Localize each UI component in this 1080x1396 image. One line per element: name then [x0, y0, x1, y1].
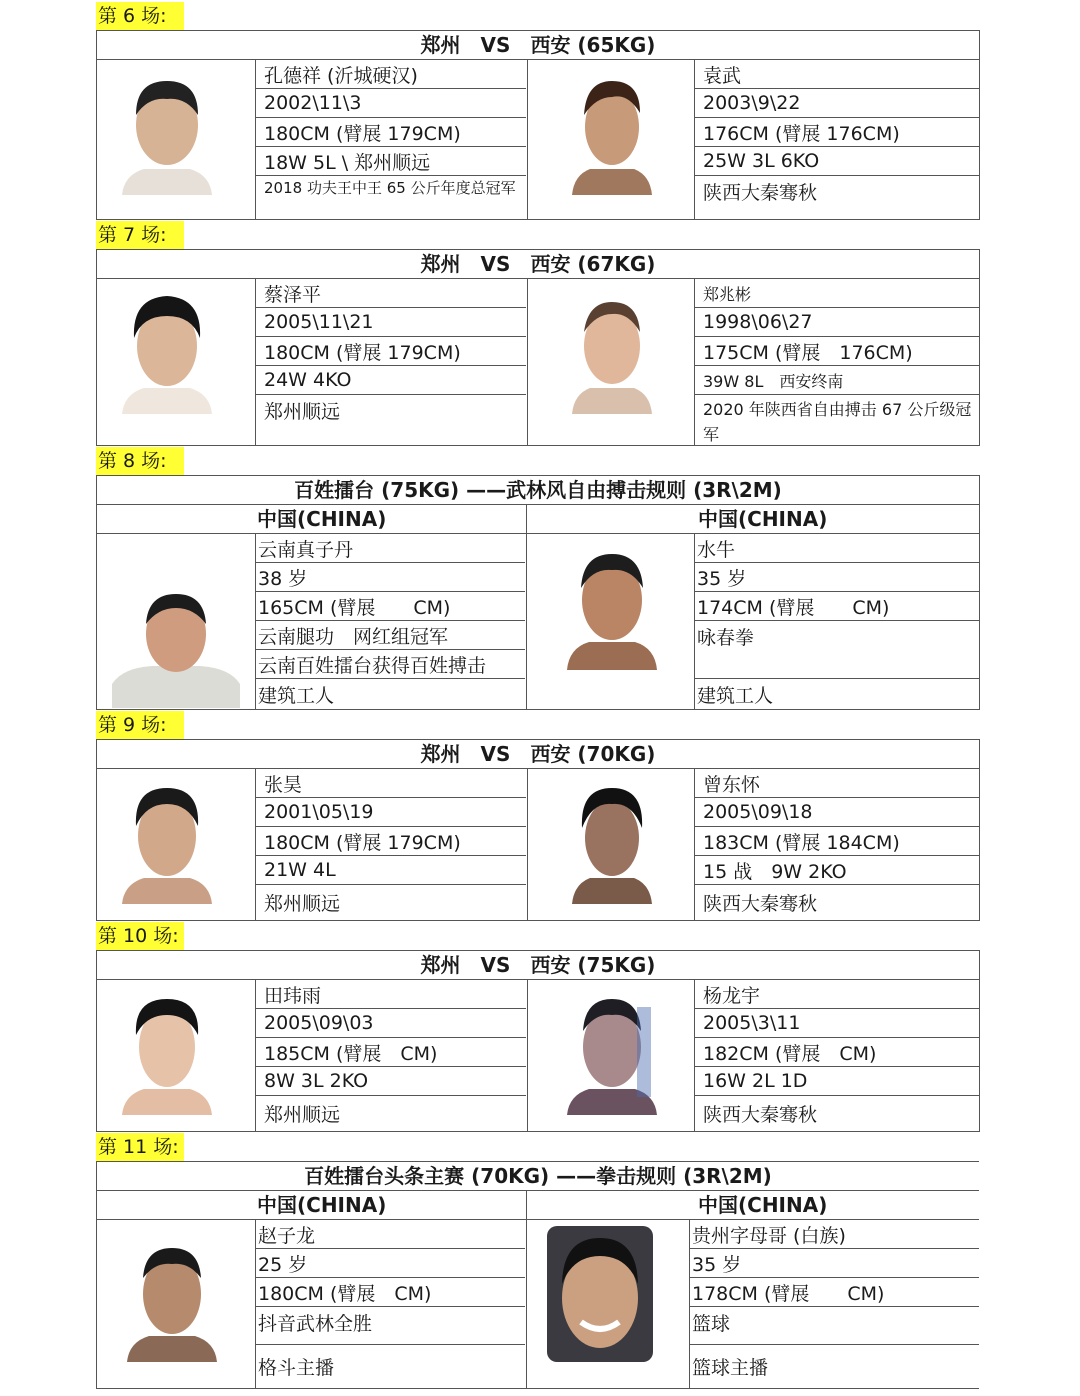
column-divider	[527, 60, 528, 219]
fight-7	[96, 221, 980, 445]
fighter-job: 格斗主播	[258, 1357, 335, 1379]
fighter-photo-right	[537, 63, 687, 195]
fight-10	[96, 922, 980, 1132]
fighter-record: 39W 8L 西安终南	[695, 366, 979, 395]
fighter-name: 张昊	[256, 769, 526, 798]
fighter-photo-left	[107, 1230, 237, 1362]
fighter-country-right: 中国(CHINA)	[698, 507, 828, 531]
fighter-job: 建筑工人	[258, 684, 335, 707]
fighter-club: 郑州顺远	[264, 401, 341, 423]
fight-6	[96, 2, 980, 220]
fighter-height: 178CM (臂展 CM)	[690, 1278, 979, 1307]
fight-title: 郑州 VS 西安 (65KG)	[97, 31, 979, 60]
fighter-name: 赵子龙	[256, 1220, 525, 1249]
fighter-left-info	[256, 1220, 525, 1388]
fighter-record: 16W 2L 1D	[695, 1067, 979, 1096]
fighter-note: 云南百姓擂台获得百姓搏击	[256, 650, 525, 679]
fighter-record: 25W 3L 6KO	[695, 147, 979, 176]
fighter-age: 38 岁	[256, 563, 525, 592]
fighter-name: 曾东怀	[695, 769, 979, 798]
fight-8	[96, 447, 980, 709]
fight-11	[96, 1133, 980, 1393]
fight-title: 百姓擂台头条主赛 (70KG) ——拳击规则 (3R\2M)	[97, 1162, 979, 1191]
fighter-honor: 2020 年陕西省自由搏击 67 公斤级冠军	[703, 400, 972, 444]
fighter-country-right: 中国(CHINA)	[698, 1193, 828, 1217]
fighter-height: 174CM (臂展 CM)	[695, 592, 979, 621]
fighter-height: 182CM (臂展 CM)	[695, 1038, 979, 1067]
fight-table	[96, 739, 980, 921]
fighter-right-info	[695, 60, 979, 219]
fighter-dob: 2005\3\11	[695, 1009, 979, 1038]
fighter-dob: 1998\06\27	[695, 308, 979, 337]
fighter-country-left: 中国(CHINA)	[257, 1193, 387, 1217]
fighter-name: 孔德祥 (沂城硬汉)	[256, 60, 526, 89]
fighter-photo-left	[101, 536, 251, 708]
fighter-record: 8W 3L 2KO	[256, 1067, 526, 1096]
fight-table	[96, 30, 980, 220]
fighter-photo-right	[537, 282, 687, 414]
fighter-left-info	[256, 60, 526, 219]
fighter-photo-right	[537, 538, 687, 670]
fighter-honor: 2018 功夫王中王 65 公斤年度总冠军	[264, 179, 516, 197]
fighter-right-info	[695, 279, 979, 445]
fighter-club: 陕西大秦骞秋	[703, 893, 818, 915]
fighter-record: 24W 4KO	[256, 366, 526, 395]
fight-table	[96, 249, 980, 446]
fighter-club: 陕西大秦骞秋	[703, 1104, 818, 1126]
fighter-dob: 2003\9\22	[695, 89, 979, 118]
country-row	[97, 505, 979, 534]
fighter-right-info	[695, 980, 979, 1131]
fighter-age: 25 岁	[256, 1249, 525, 1278]
fighter-record: 18W 5L \ 郑州顺远	[256, 147, 526, 176]
fighter-height: 175CM (臂展 176CM)	[695, 337, 979, 366]
fighter-name: 水牛	[695, 534, 979, 563]
fight-label: 第 9 场:	[96, 711, 184, 739]
country-row	[97, 1191, 979, 1220]
fighter-height: 180CM (臂展 CM)	[256, 1278, 525, 1307]
fighter-photo-right	[545, 1226, 655, 1362]
fighter-height: 180CM (臂展 179CM)	[256, 337, 526, 366]
fighter-photo-left	[107, 282, 227, 414]
fighter-left-info	[256, 534, 525, 709]
fighter-right-info	[695, 534, 979, 709]
fighter-age: 35 岁	[695, 563, 979, 592]
fighter-club: 陕西大秦骞秋	[703, 182, 818, 204]
fighter-height: 180CM (臂展 179CM)	[256, 118, 526, 147]
fighter-name: 袁武	[695, 60, 979, 89]
fighter-left-info	[256, 980, 526, 1131]
fighter-dob: 2001\05\19	[256, 798, 526, 827]
fighter-age: 35 岁	[690, 1249, 979, 1278]
fighter-club: 郑州顺远	[264, 893, 341, 915]
fight-title: 郑州 VS 西安 (75KG)	[97, 951, 979, 980]
column-divider	[527, 980, 528, 1131]
fighter-job: 篮球主播	[692, 1357, 769, 1379]
fight-9	[96, 711, 980, 921]
fight-label: 第 7 场:	[96, 221, 184, 249]
fighter-name: 贵州字母哥 (白族)	[690, 1220, 979, 1249]
fighter-height: 176CM (臂展 176CM)	[695, 118, 979, 147]
fighter-style: 篮球	[690, 1307, 979, 1345]
fight-title: 郑州 VS 西安 (70KG)	[97, 740, 979, 769]
fighter-name: 田玮雨	[256, 980, 526, 1009]
fight-title: 百姓擂台 (75KG) ——武林风自由搏击规则 (3R\2M)	[97, 476, 979, 505]
fight-label: 第 11 场:	[96, 1133, 184, 1161]
fighter-left-info	[256, 279, 526, 445]
fighter-name: 云南真子丹	[256, 534, 525, 563]
fighter-country-left: 中国(CHINA)	[257, 507, 387, 531]
column-divider	[527, 279, 528, 445]
fight-table	[96, 950, 980, 1132]
fighter-name: 杨龙宇	[695, 980, 979, 1009]
fighter-record: 21W 4L	[256, 856, 526, 885]
fighter-dob: 2005\09\03	[256, 1009, 526, 1038]
fighter-club: 郑州顺远	[264, 1104, 341, 1126]
fight-title: 郑州 VS 西安 (67KG)	[97, 250, 979, 279]
fighter-name: 郑兆彬	[695, 279, 979, 308]
fight-label: 第 6 场:	[96, 2, 184, 30]
fighter-left-info	[256, 769, 526, 920]
fighter-job: 建筑工人	[697, 684, 774, 707]
fighter-name: 蔡泽平	[256, 279, 526, 308]
fighter-photo-right	[537, 772, 687, 904]
column-divider	[527, 769, 528, 920]
fighter-height: 180CM (臂展 179CM)	[256, 827, 526, 856]
fighter-style: 抖音武林全胜	[256, 1307, 525, 1345]
fighter-height: 183CM (臂展 184CM)	[695, 827, 979, 856]
fighter-height: 185CM (臂展 CM)	[256, 1038, 526, 1067]
fight-label: 第 10 场:	[96, 922, 184, 950]
fighter-height: 165CM (臂展 CM)	[256, 592, 525, 621]
fighter-dob: 2002\11\3	[256, 89, 526, 118]
fighter-dob: 2005\11\21	[256, 308, 526, 337]
fighter-right-info	[690, 1220, 979, 1388]
fight-label: 第 8 场:	[96, 447, 184, 475]
fighter-record: 15 战 9W 2KO	[695, 856, 979, 885]
fight-table	[96, 1161, 979, 1389]
fighter-style: 云南腿功 网红组冠军	[256, 621, 525, 650]
column-divider	[526, 505, 527, 709]
fighter-photo-left	[107, 772, 227, 904]
column-divider	[526, 1191, 527, 1388]
fighter-right-info	[695, 769, 979, 920]
fighter-photo-left	[107, 983, 227, 1115]
fight-table	[96, 475, 980, 710]
fighter-photo-right	[537, 983, 687, 1115]
fighter-style: 咏春拳	[695, 621, 979, 679]
fighter-dob: 2005\09\18	[695, 798, 979, 827]
fighter-photo-left	[107, 63, 227, 195]
